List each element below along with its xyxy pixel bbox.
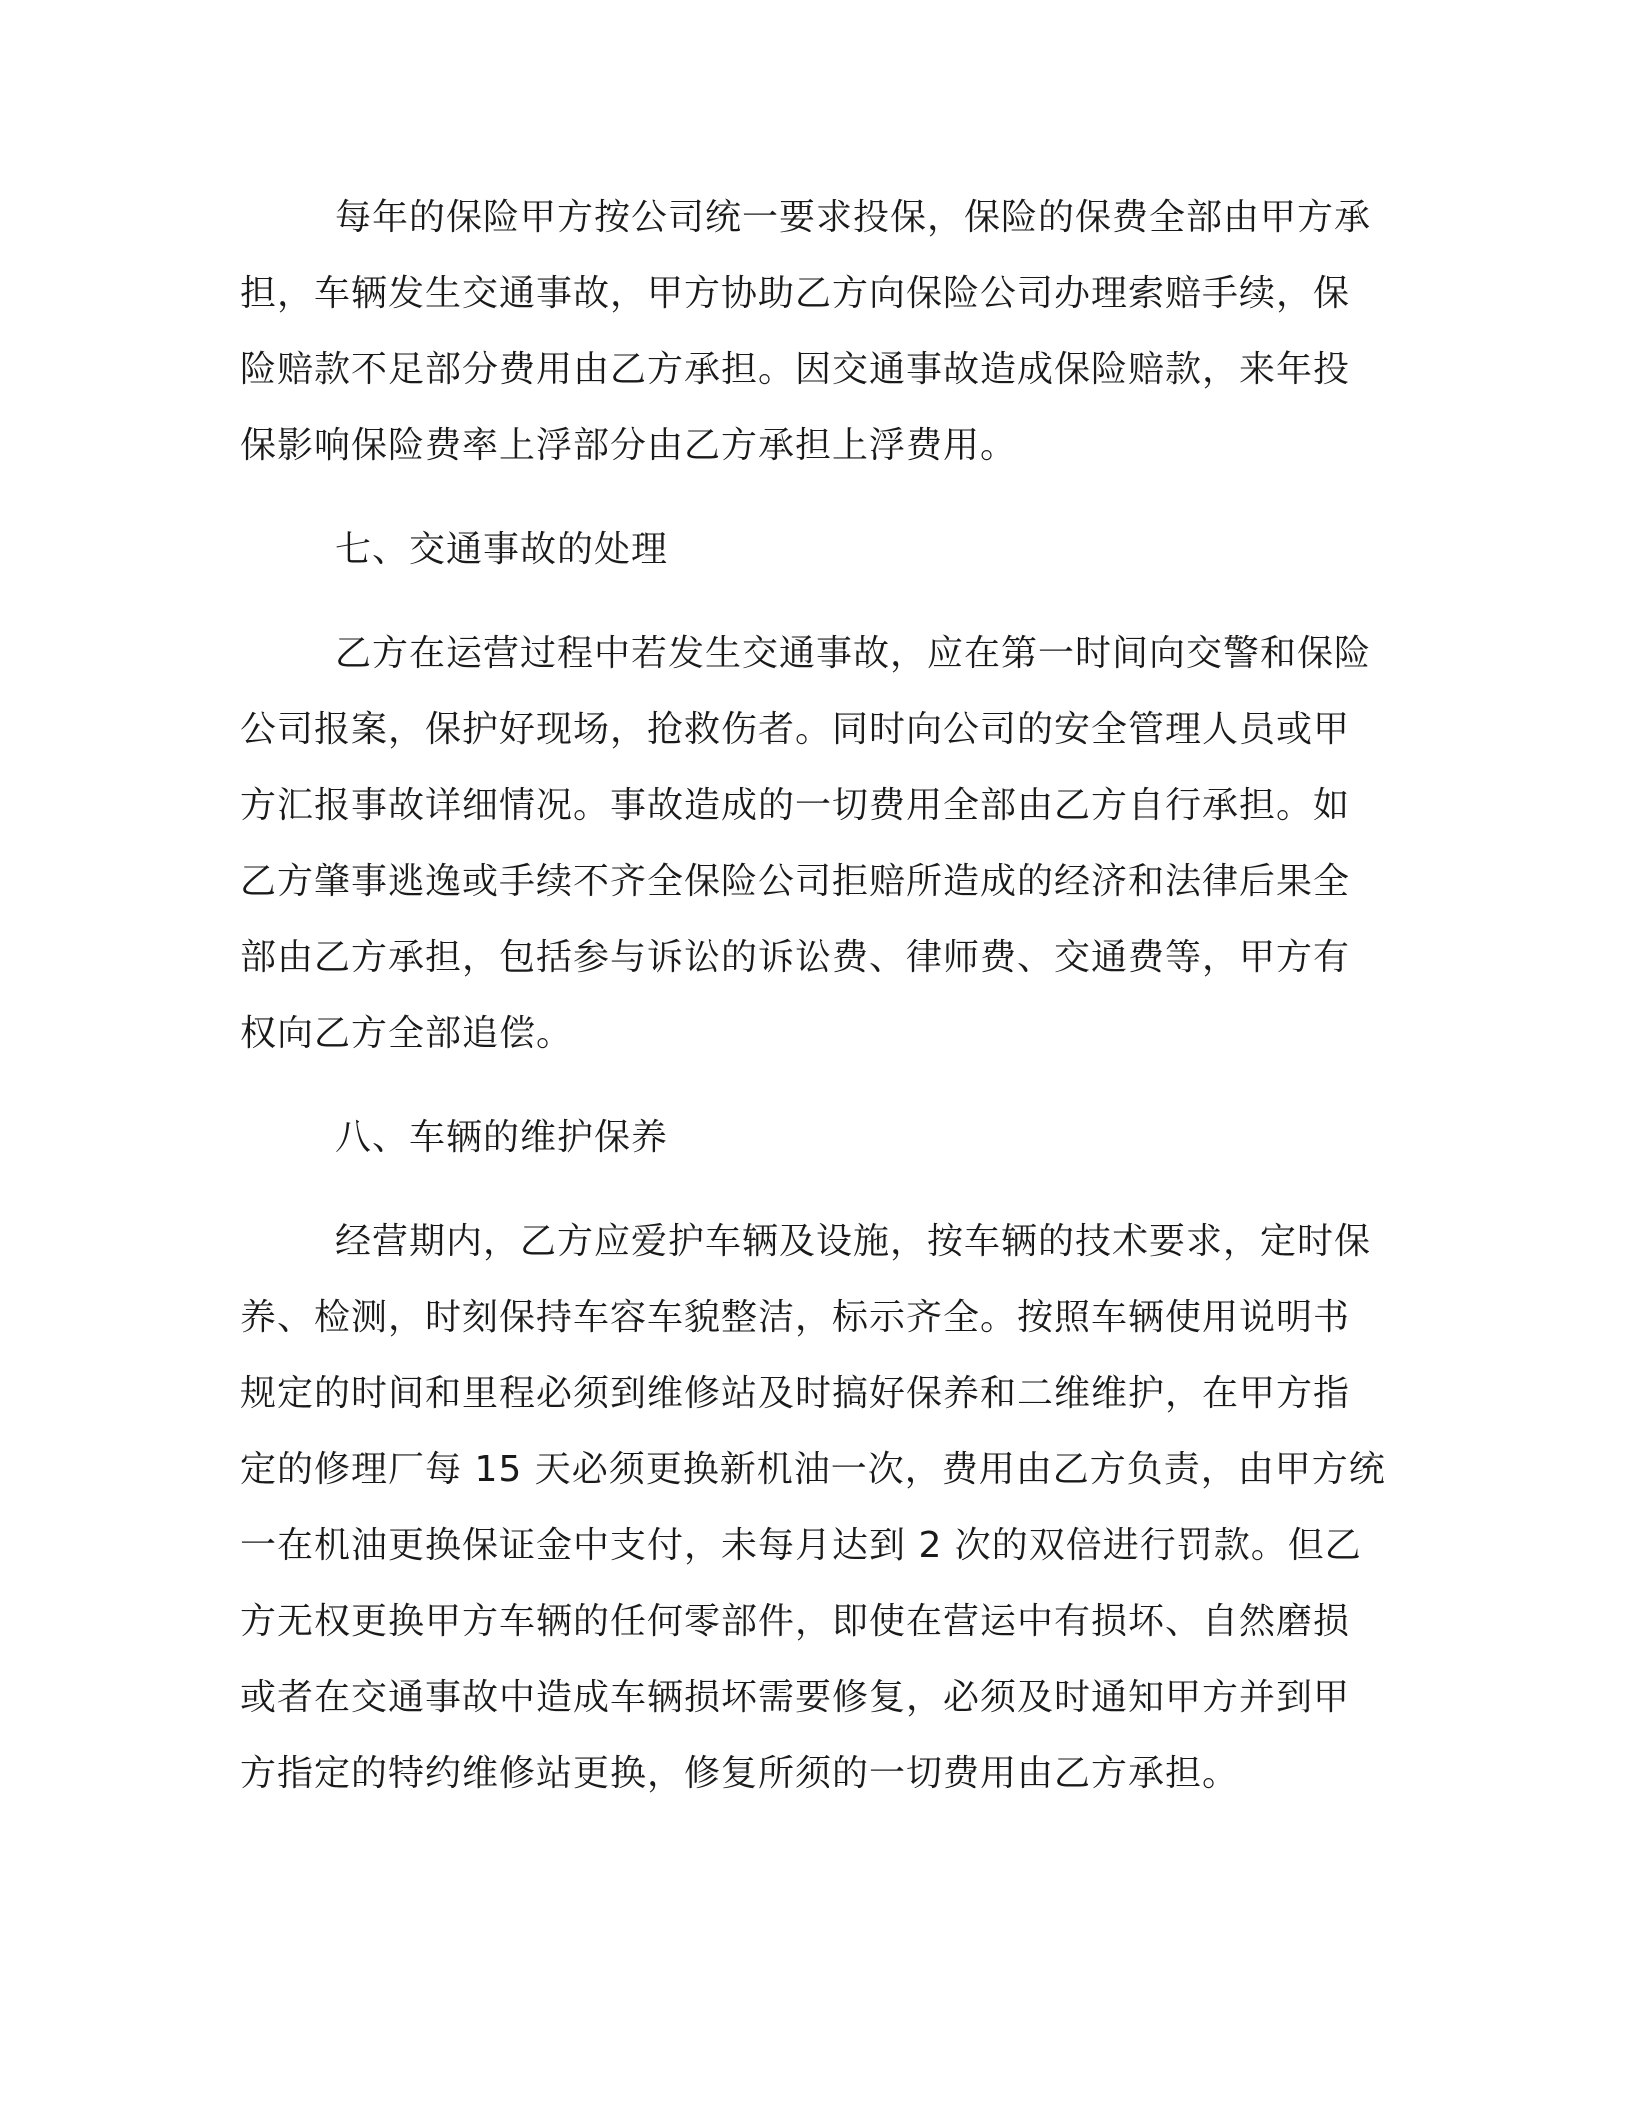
- section-heading-accident: 七、交通事故的处理: [335, 529, 669, 570]
- text-line: 或者在交通事故中造成车辆损坏需要修复，必须及时通知甲方并到甲: [240, 1677, 1351, 1718]
- text-line: 一在机油更换保证金中支付，未每月达到 2 次的双倍进行罚款。但乙: [240, 1525, 1362, 1566]
- text-line: 担，车辆发生交通事故，甲方协助乙方向保险公司办理索赔手续，保: [240, 273, 1351, 314]
- text-line: 方汇报事故详细情况。事故造成的一切费用全部由乙方自行承担。如: [240, 785, 1351, 826]
- text-line: 定的修理厂每 15 天必须更换新机油一次，费用由乙方负责，由甲方统: [240, 1449, 1386, 1490]
- text-line: 规定的时间和里程必须到维修站及时搞好保养和二维维护，在甲方指: [240, 1373, 1351, 1414]
- text-line: 每年的保险甲方按公司统一要求投保，保险的保费全部由甲方承: [335, 197, 1372, 238]
- text-line: 公司报案，保护好现场，抢救伤者。同时向公司的安全管理人员或甲: [240, 709, 1351, 750]
- section-heading-maintenance: 八、车辆的维护保养: [335, 1117, 669, 1158]
- text-line: 乙方肇事逃逸或手续不齐全保险公司拒赔所造成的经济和法律后果全: [240, 861, 1351, 902]
- text-line: 养、检测，时刻保持车容车貌整洁，标示齐全。按照车辆使用说明书: [240, 1297, 1351, 1338]
- text-line: 方指定的特约维修站更换，修复所须的一切费用由乙方承担。: [240, 1753, 1240, 1794]
- text-line: 经营期内，乙方应爱护车辆及设施，按车辆的技术要求，定时保: [335, 1221, 1372, 1262]
- text-line: 乙方在运营过程中若发生交通事故，应在第一时间向交警和保险: [335, 633, 1372, 674]
- text-line: 部由乙方承担，包括参与诉讼的诉讼费、律师费、交通费等，甲方有: [240, 937, 1351, 978]
- text-line: 保影响保险费率上浮部分由乙方承担上浮费用。: [240, 425, 1018, 466]
- text-line: 权向乙方全部追偿。: [240, 1013, 574, 1054]
- text-line: 险赔款不足部分费用由乙方承担。因交通事故造成保险赔款，来年投: [240, 349, 1351, 390]
- text-line: 方无权更换甲方车辆的任何零部件，即使在营运中有损坏、自然磨损: [240, 1601, 1351, 1642]
